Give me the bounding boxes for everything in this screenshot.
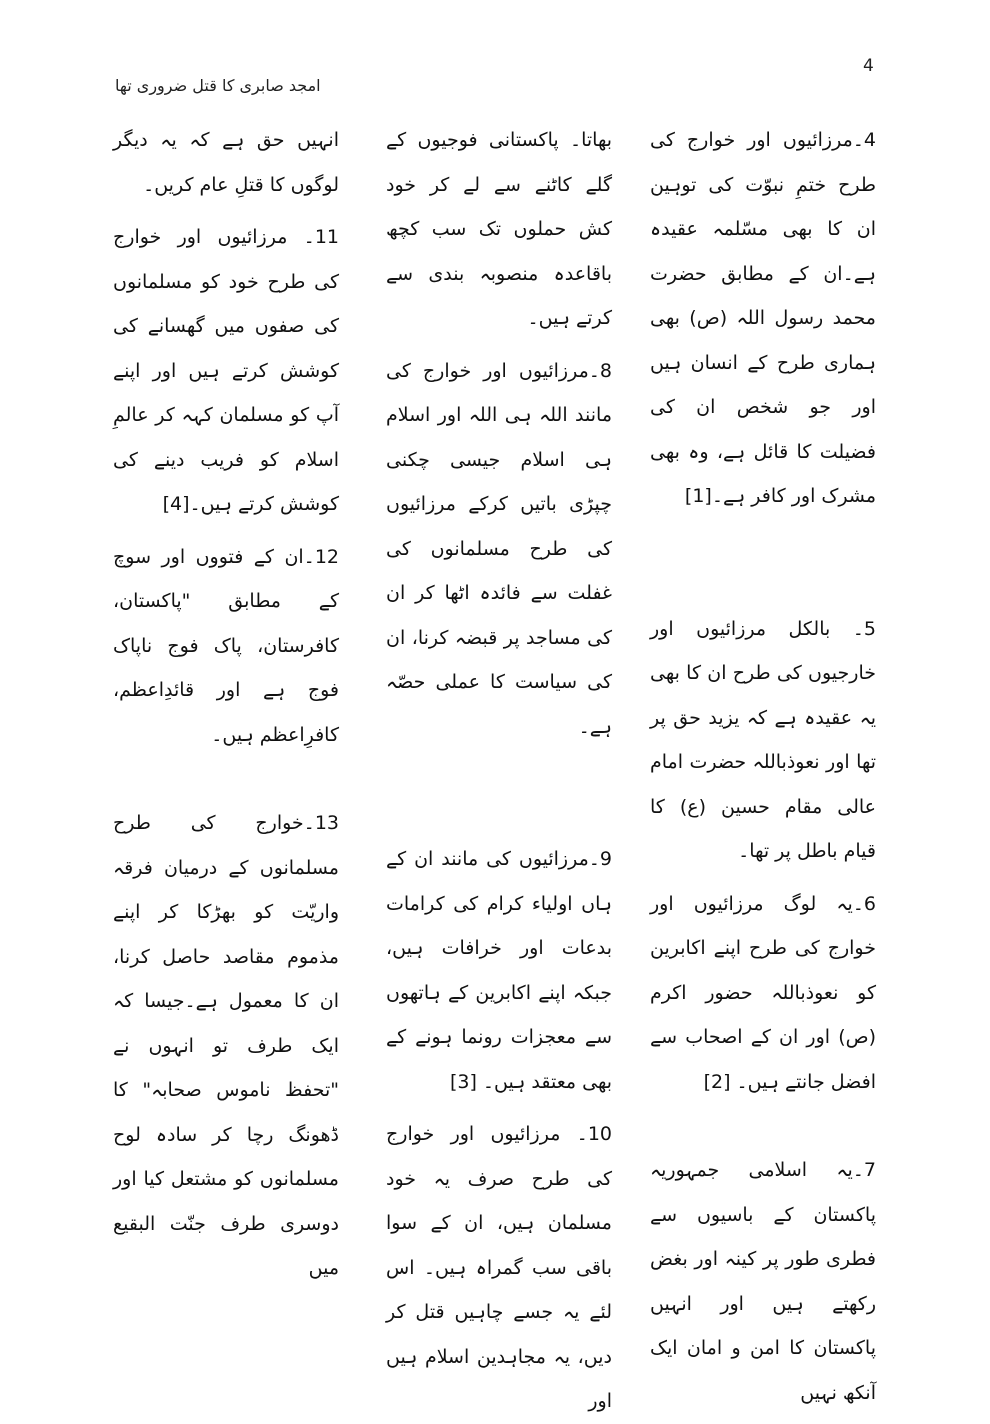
paragraph-6: 6۔یہ لوگ مرزائیوں اور خوارج کی طرح اپنے اکابرین کو نعوذباللہ حضور اکرم (ص) اور ان کے اصحاب سے افضل جانتے ہیں۔ [2] [650, 892, 876, 1093]
paragraph-13: 13۔خوارج کی طرح مسلمانوں کے درمیان فرقہ واریّت کو بھڑکا کر اپنے مذموم مقاصد حاصل کرنا، ان کا معمول ہے۔جیسا کہ ایک طرف تو انہوں نے "تحفظ ناموس صحابہ" کا ڈھونگ رچا کر سادہ لوح مسلمانوں کو مشتعل کیا اور دوسری طرف جنّت البقیع میں [113, 812, 339, 1279]
paragraph-8: 8۔مرزائیوں اور خوارج کی مانند اللہ ہی اللہ اور اسلام ہی اسلام جیسی چکنی چپڑی باتیں کرکے مرزائیوں کی طرح مسلمانوں کی غفلت سے فائدہ اٹھا کر ان کی مساجد پر قبضہ کرنا، ان کی سیاست کا عملی حصّہ ہے۔ [386, 359, 612, 738]
paragraph-spacer [650, 519, 876, 607]
paragraph-10-continued: انہیں حق ہے کہ یہ دیگر لوگوں کا قتلِ عام کریں۔ [113, 129, 339, 196]
paragraph-spacer [386, 749, 612, 837]
paragraph-spacer [113, 207, 339, 215]
paragraph-10: 10۔ مرزائیوں اور خوارج کی طرح صرف یہ خود مسلمان ہیں، ان کے سوا باقی سب گمراہ ہیں۔ اس لئے یہ جسے چاہیں قتل کر دیں، یہ مجاہدین اسلام ہیں اور [386, 1123, 612, 1412]
paragraph-spacer [650, 874, 876, 882]
paragraph-spacer [113, 527, 339, 535]
paragraph-7-continued: بھاتا۔ پاکستانی فوجیوں کے گلے کاٹنے سے لے کر خود کش حملوں تک سب کچھ باقاعدہ منصوبہ بندی سے کرتے ہیں۔ [386, 129, 612, 329]
paragraph-spacer [650, 1104, 876, 1148]
page-number: 4 [863, 56, 874, 76]
paragraph-spacer [386, 341, 612, 349]
paragraph-spacer [386, 1104, 612, 1112]
paragraph-5: 5۔ بالکل مرزائیوں اور خارجیوں کی طرح ان کا بھی یہ عقیدہ ہے کہ یزید حق پر تھا اور نعوذباللہ حضرت امام عالی مقام حسین (ع) کا قیام باطل پر تھا۔ [650, 617, 876, 862]
text-column-middle [386, 118, 612, 1412]
paragraph-7: 7۔یہ اسلامی جمہوریہ پاکستان کے باسیوں سے فطری طور پر کینہ اور بغض رکھتے ہیں اور انہیں پاکستان کا امن و امان ایک آنکھ نہیں [650, 1159, 876, 1404]
text-column-right [650, 118, 876, 1404]
running-header: امجد صابری کا قتل ضروری تھا [115, 76, 321, 95]
paragraph-11: 11۔ مرزائیوں اور خوارج کی طرح خود کو مسلمانوں کی صفوں میں گھسانے کی کوشش کرتے ہیں اور اپنے آپ کو مسلمان کہہ کر عالمِ اسلام کو فریب دینے کی کوشش کرتے ہیں۔[4] [113, 226, 339, 515]
paragraph-spacer [113, 757, 339, 801]
text-column-left [113, 118, 339, 1279]
paragraph-4: 4۔مرزائیوں اور خوارج کی طرح ختمِ نبوّت کی توہین ان کا بھی مسّلمہ عقیدہ ہے۔ان کے مطابق حضرت محمد رسول اللہ (ص) بھی ہماری طرح کے انسان ہیں اور جو شخص ان کی فضیلت کا قائل ہے، وہ بھی مشرک اور کافر ہے۔[1] [650, 129, 876, 507]
paragraph-9: 9۔مرزائیوں کی مانند ان کے ہاں اولیاء کرام کی کرامات بدعات اور خرافات ہیں، جبکہ اپنے اکابرین کے ہاتھوں سے معجزات رونما ہونے کے بھی معتقد ہیں۔ [3] [386, 848, 612, 1093]
paragraph-12: 12۔ان کے فتووں اور سوچ کے مطابق "پاکستان، کافرستان، پاک فوج ناپاک فوج ہے اور قائدِاعظم، کافرِاعظم ہیں۔ [113, 545, 339, 746]
